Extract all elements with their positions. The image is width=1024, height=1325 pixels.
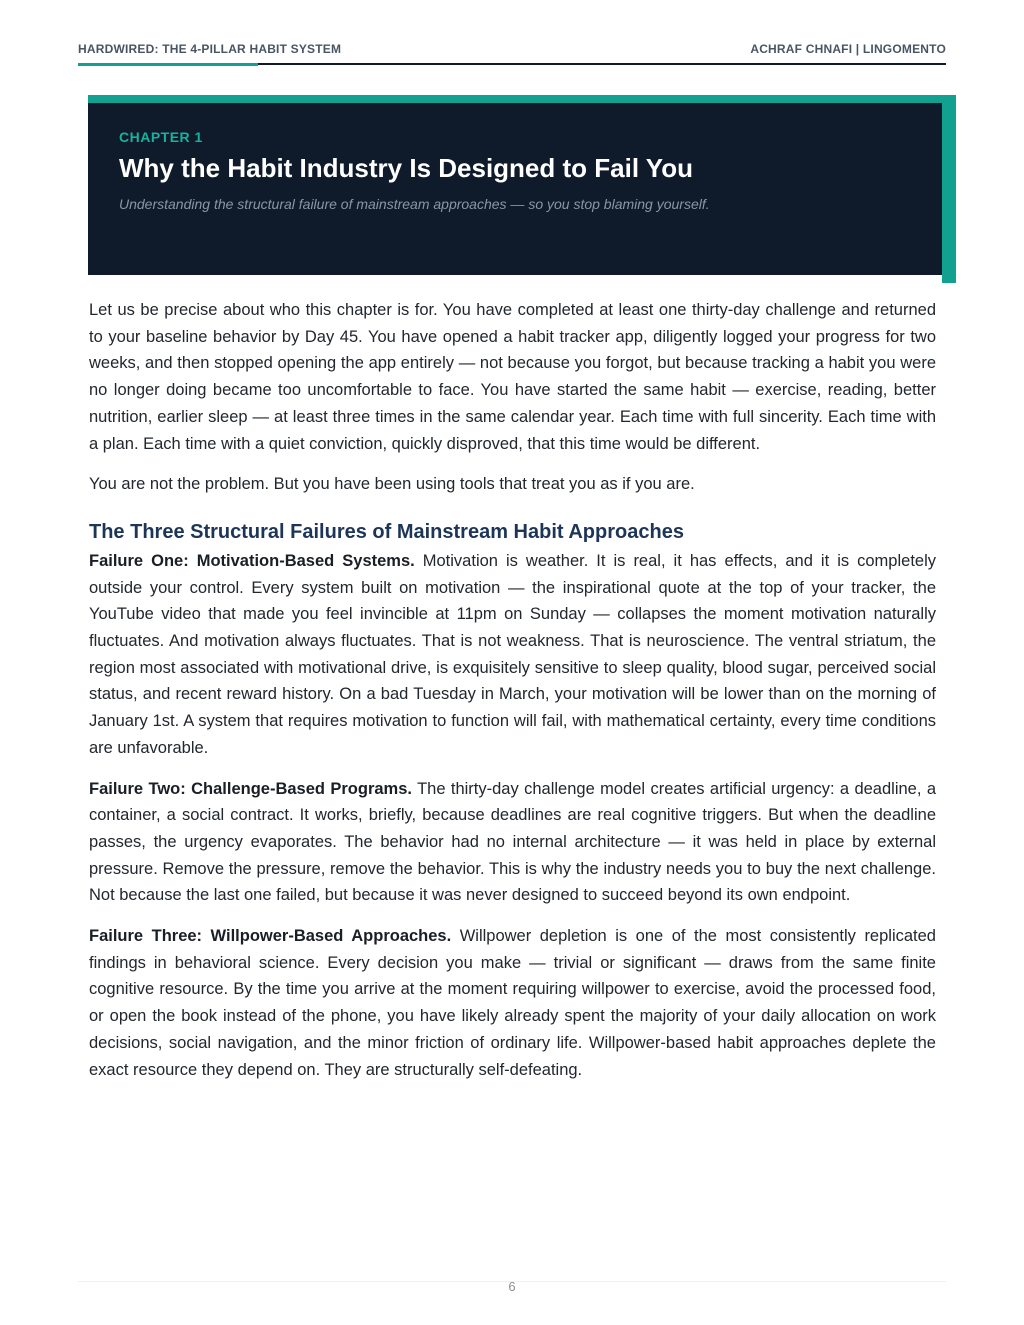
page-number: 6: [508, 1279, 516, 1294]
chapter-subtitle: Understanding the structural failure of mainstream approaches — so you stop blaming yourself.: [119, 196, 710, 212]
running-header: [78, 42, 946, 66]
chapter-title: Why the Habit Industry Is Designed to Fail You: [119, 153, 693, 183]
section-heading: The Three Structural Failures of Mainstream Habit Approaches: [89, 520, 684, 543]
chapter-banner: [88, 95, 956, 275]
failure-one-label: Failure One: Motivation-Based Systems.: [89, 551, 415, 570]
failure-two-label: Failure Two: Challenge-Based Programs.: [89, 779, 412, 798]
failure-two-text: The thirty-day challenge model creates artificial urgency: a deadline, a container, a social contract. It works, briefly, because deadlines are real cognitive triggers. But when the deadline passes, the urgency evaporates. The behavior had no internal architecture — it was held in place by external pressure. Remove the pressure, remove the behavior. This is why the industry needs you to buy the next challenge. Not because the last one failed, but because it was never designed to succeed beyond its own endpoint.: [89, 779, 936, 905]
chapter-body: [89, 297, 936, 1097]
header-accent-bar: [78, 63, 258, 66]
running-header-book-title: HARDWIRED: THE 4-PILLAR HABIT SYSTEM: [78, 42, 342, 56]
failure-two-paragraph: [89, 776, 936, 910]
failure-three-text: Willpower depletion is one of the most consistently replicated findings in behavioral science. Every decision you make — trivial or significant — draws from the same finite cognitive resource. By the time you arrive at the moment requiring willpower to exercise, avoid the processed food, or open the book instead of the phone, you have likely already spent the majority of your daily allocation on work decisions, social navigation, and the minor friction of ordinary life. Willpower-based habit approaches deplete the exact resource they depend on. They are structurally self-defeating.: [89, 927, 936, 1079]
chapter-label: CHAPTER 1: [119, 129, 203, 145]
failure-one-text: Motivation is weather. It is real, it has effects, and it is completely outside your control. Every system built on motivation — the inspirational quote at the top of your tracker, the YouTube video that made you feel invincible at 11pm on Sunday — collapses the moment motivation naturally fluctuates. And motivation always fluctuates. That is not weakness. That is neuroscience. The ventral striatum, the region most associated with motivational drive, is exquisitely sensitive to sleep quality, blood sugar, perceived social status, and recent reward history. On a bad Tuesday in March, your motivation will be lower than on the morning of January 1st. A system that requires motivation to function will fail, with mathematical certainty, every time conditions are unfavorable.: [89, 551, 936, 757]
failure-one-paragraph: [89, 548, 936, 762]
failure-three-label: Failure Three: Willpower-Based Approaches.: [89, 927, 452, 946]
banner-accent-stripe: [942, 95, 956, 283]
intro-paragraph-2: You are not the problem. But you have been using tools that treat you as if you are.: [89, 475, 695, 494]
failure-three-paragraph: [89, 923, 936, 1083]
running-header-author: ACHRAF CHNAFI | LINGOMENTO: [750, 42, 946, 56]
intro-paragraph-1: Let us be precise about who this chapter is for. You have completed at least one thirty-day challenge and returned to your baseline behavior by Day 45. You have opened a habit tracker app, diligently logged your progress for two weeks, and then stopped opening the app entirely — not because you forgot, but because tracking a habit you were no longer doing became too uncomfortable to face. You have started the same habit — exercise, reading, better nutrition, earlier sleep — at least three times in the same calendar year. Each time with full sincerity. Each time with a plan. Each time with a quiet conviction, quickly disproved, that this time would be different.: [89, 301, 936, 453]
